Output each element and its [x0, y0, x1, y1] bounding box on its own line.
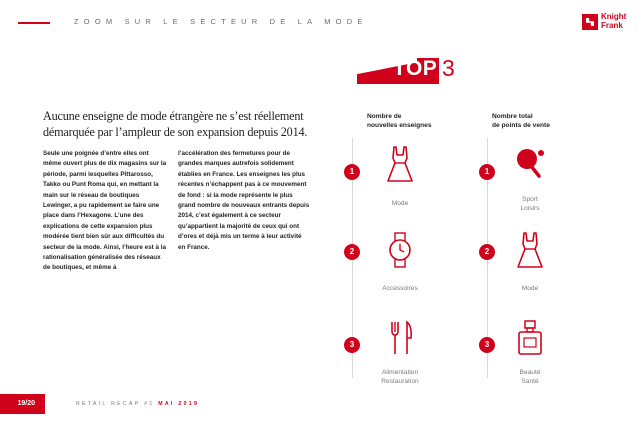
- section-title: ZOOM SUR LE SECTEUR DE LA MODE: [74, 17, 368, 26]
- rank-badge: 1: [344, 164, 360, 180]
- rank-badge: 3: [344, 337, 360, 353]
- ranking-right-heading: Nombre total de points de vente: [492, 113, 550, 129]
- footer-publication: RETAIL RECAP #1 MAI 2019: [76, 401, 200, 407]
- dress-icon: [380, 144, 420, 184]
- top3-banner: [357, 55, 477, 84]
- rank-badge: 3: [479, 337, 495, 353]
- rank-label: Beauté Santé: [519, 369, 541, 385]
- rank-label: Sport Loisirs: [520, 196, 540, 212]
- rank-badge: 2: [479, 244, 495, 260]
- banner-word: TOP: [393, 57, 438, 80]
- fork-knife-icon: [380, 318, 420, 358]
- dress-icon: [510, 230, 550, 270]
- banner-number: 3: [442, 55, 455, 81]
- rank-label: Alimentation Restauration: [381, 369, 419, 385]
- ranking-left-heading: Nombre de nouvelles enseignes: [367, 113, 432, 129]
- rank-badge: 2: [344, 244, 360, 260]
- knight-frank-logo: [582, 11, 630, 41]
- watch-icon: [380, 230, 420, 270]
- article-column-1: Seule une poignée d’entre elles ont même ouvert plus de dix magasins sur la période, parmi lesquelles Pittarosso, Takko ou Punt Roma qui, en mettant la main sur le réseau de boutiques Lewinger, a pu rapidement se faire une place dans l’Hexagone. L’une des explications de cette expansion plus modérée tient bien sûr aux difficultés du secteur de la mode. Ainsi, l’heure est à la rationalisation généralisée des réseaux de boutiques, et même à: [43, 150, 167, 272]
- article-column-2: l’accélération des fermetures pour de grandes marques autrefois solidement établies en France. Les enseignes les plus récentes n’échappent pas à ce mouvement de fond : si la mode représente le plus grand nombre de nouveaux entrants depuis 2014, c’est également à ce secteur qu’appartient la majorité de ceux qui ont d’ores et déjà mis un terme à leur activité en France.: [178, 150, 310, 251]
- rank-badge: 1: [479, 164, 495, 180]
- perfume-icon: [510, 318, 550, 358]
- rank-label: Mode: [391, 200, 409, 207]
- logo-text: Knight Frank: [601, 12, 627, 30]
- ping-pong-icon: [510, 143, 550, 183]
- header-rule: [18, 22, 50, 24]
- article-headline: Aucune enseigne de mode étrangère ne s’est réellement démarquée par l’ampleur de son expansion depuis 2014.: [43, 109, 308, 139]
- page-number: 19/20: [0, 394, 45, 414]
- rank-label: Mode: [521, 285, 539, 292]
- logo-mark: [582, 14, 598, 30]
- rank-label: Accessoires: [382, 285, 418, 292]
